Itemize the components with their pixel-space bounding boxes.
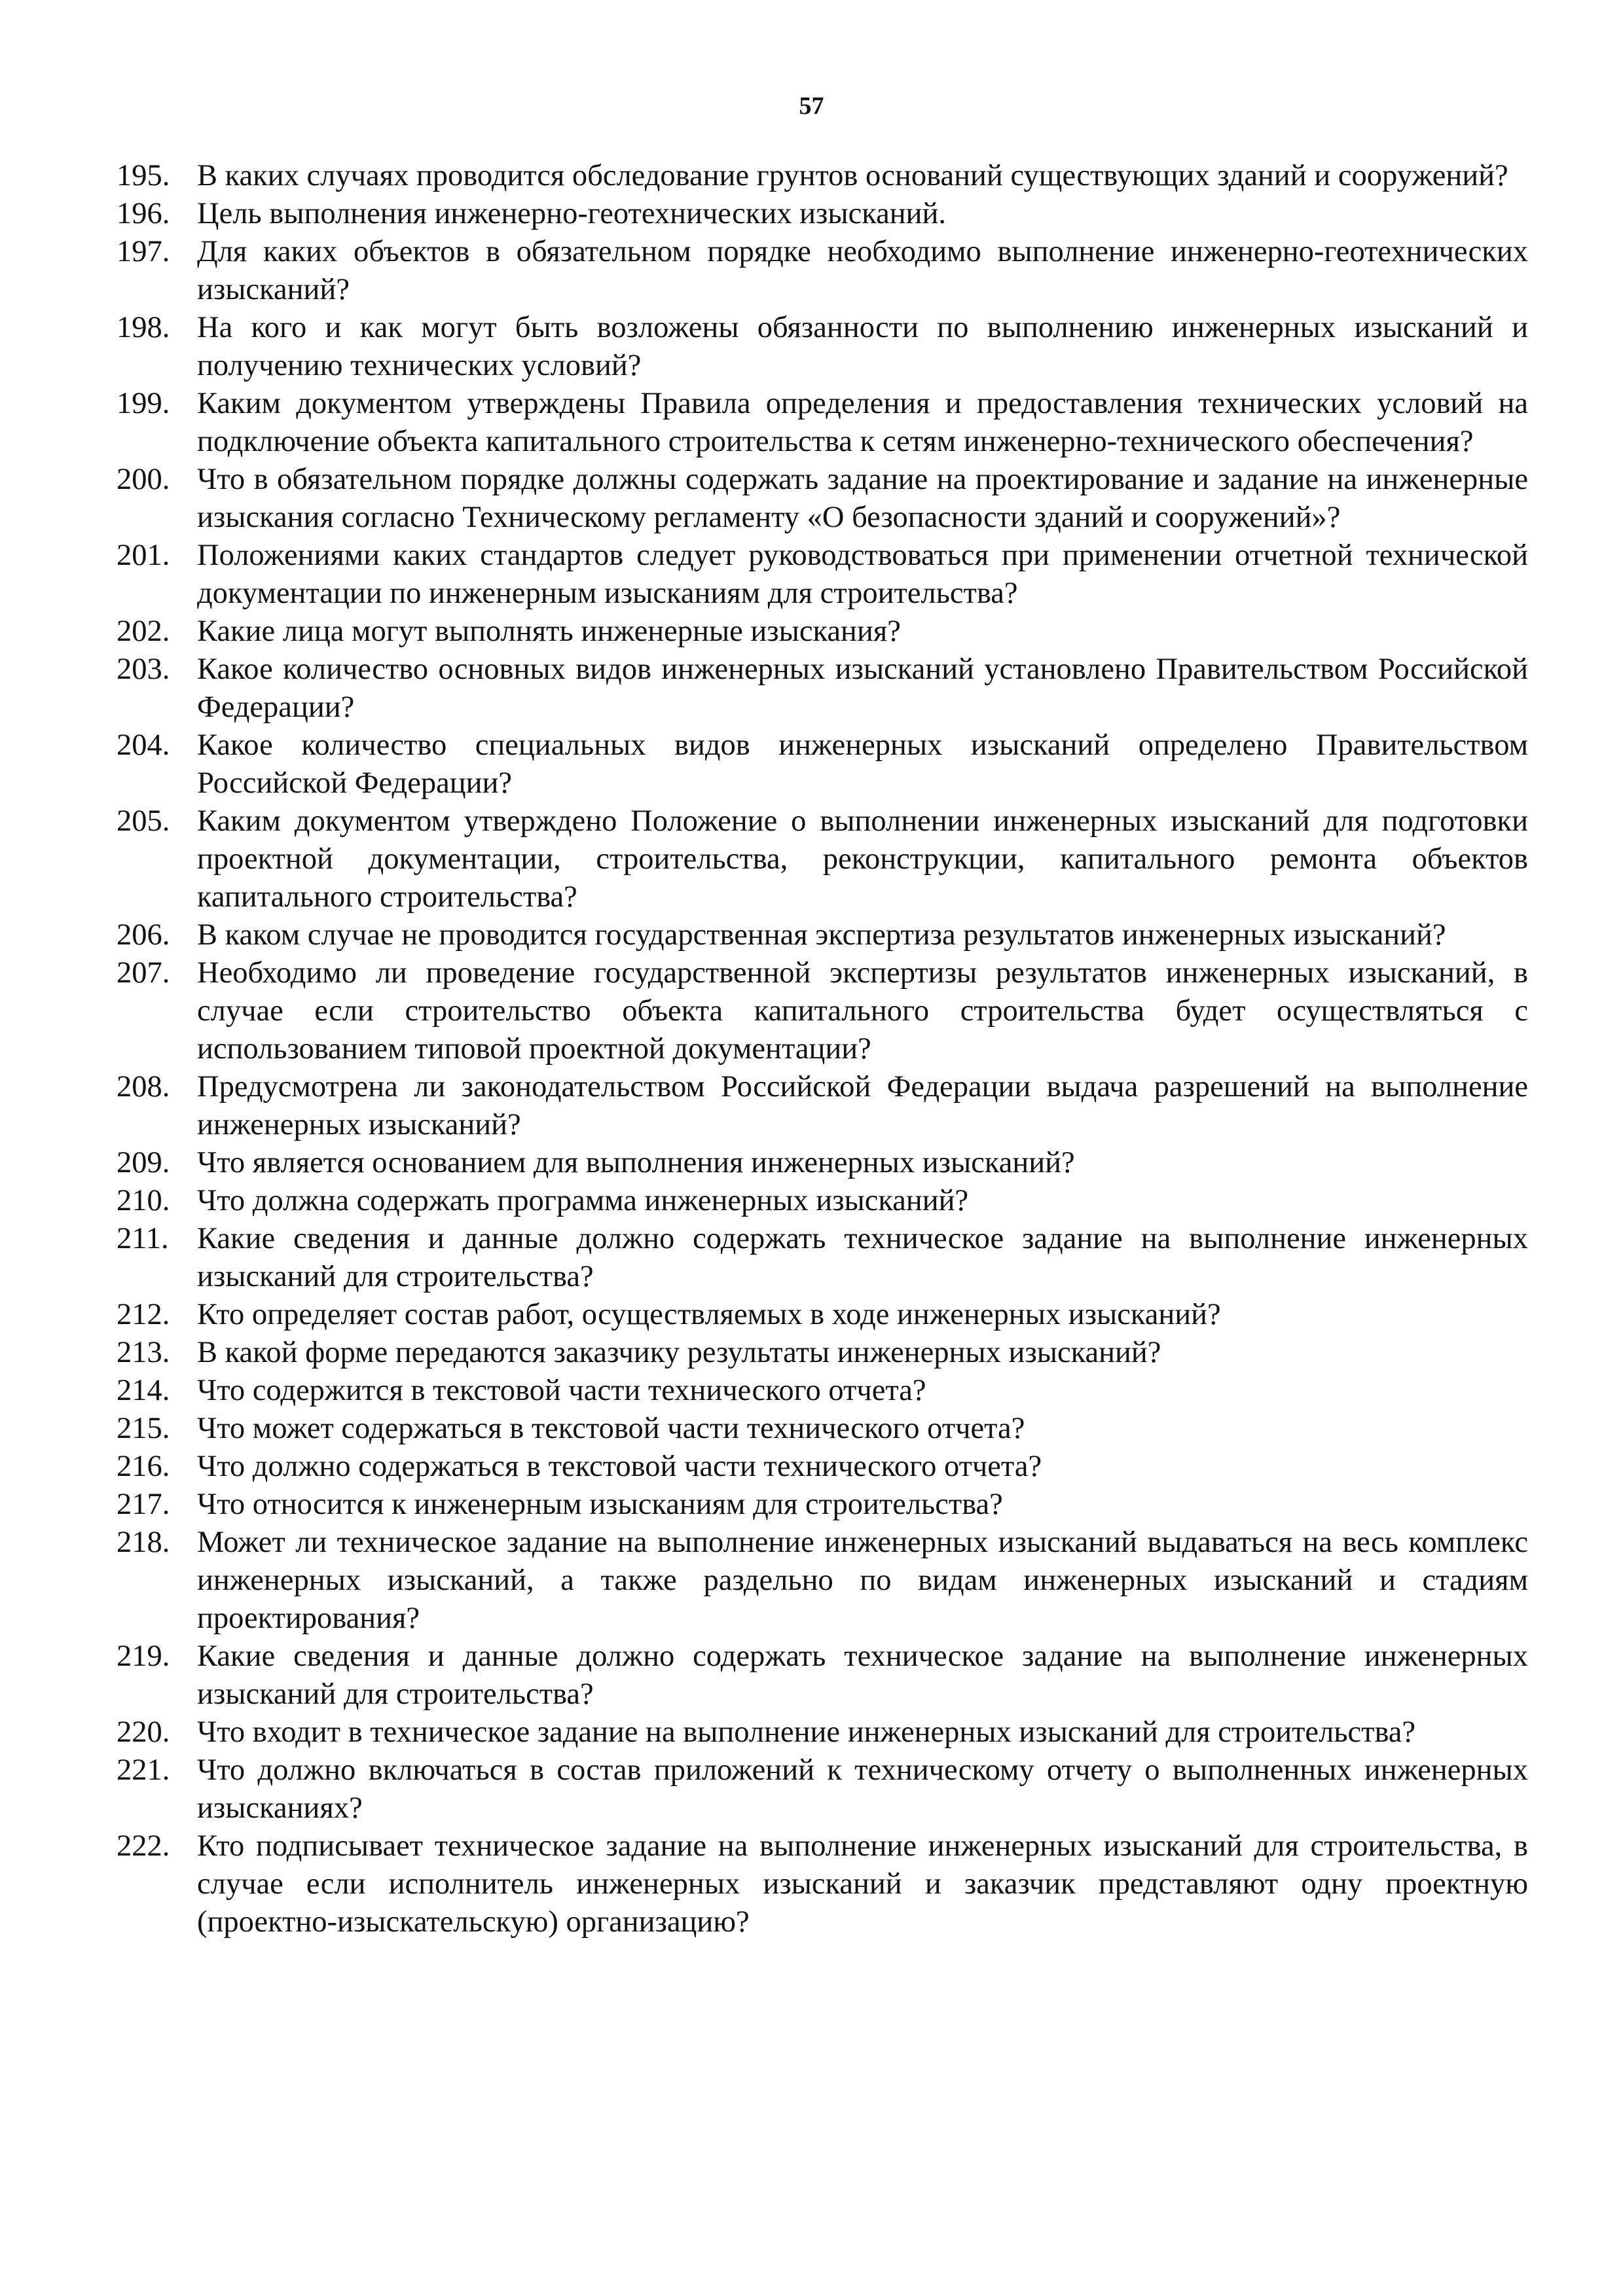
question-text: Для каких объектов в обязательном порядке необходимо выполнение инженерно-геотехнических изысканий?	[197, 235, 1528, 306]
question-number: 221.	[117, 1753, 170, 1787]
question-text: Что может содержаться в текстовой части технического отчета?	[197, 1412, 1025, 1445]
question-text: Что должно включаться в состав приложений к техническому отчету о выполненных инженерных изысканиях?	[197, 1753, 1528, 1825]
question-number: 208.	[117, 1070, 170, 1103]
question-number: 202.	[117, 615, 170, 648]
question-text: Каким документом утверждены Правила определения и предоставления технических условий на подключение объекта капитального строительства к сетям инженерно-технического обеспечения?	[197, 387, 1528, 458]
question-number: 209.	[117, 1146, 170, 1179]
question-item	[117, 916, 1528, 954]
question-number: 211.	[117, 1222, 169, 1255]
question-text: Какие лица могут выполнять инженерные изыскания?	[197, 615, 901, 648]
question-text: Какие сведения и данные должно содержать техническое задание на выполнение инженерных изысканий для строительства?	[197, 1222, 1528, 1293]
question-number: 215.	[117, 1412, 170, 1445]
question-number: 201.	[117, 539, 170, 572]
page-number: 57	[799, 92, 824, 120]
question-text: На кого и как могут быть возложены обязанности по выполнению инженерных изысканий и получению технических условий?	[197, 311, 1528, 382]
question-number: 213.	[117, 1336, 170, 1369]
question-number: 197.	[117, 235, 170, 268]
question-text: Какие сведения и данные должно содержать техническое задание на выполнение инженерных изысканий для строительства?	[197, 1640, 1528, 1711]
question-number: 207.	[117, 956, 170, 990]
question-number: 210.	[117, 1184, 170, 1217]
question-text: Может ли техническое задание на выполнение инженерных изысканий выдаваться на весь комплекс инженерных изысканий, а также раздельно по видам инженерных изысканий и стадиям проектирования?	[197, 1526, 1528, 1635]
question-list	[117, 157, 1528, 1941]
question-item	[117, 1334, 1528, 1372]
question-item	[117, 1638, 1528, 1713]
question-text: Что в обязательном порядке должны содержать задание на проектирование и задание на инженерные изыскания согласно Техническому регламенту «О безопасности зданий и сооружений»?	[197, 463, 1528, 534]
question-item	[117, 802, 1528, 916]
question-item	[117, 1372, 1528, 1410]
question-item	[117, 1486, 1528, 1524]
question-number: 198.	[117, 311, 170, 344]
question-text: Кто подписывает техническое задание на выполнение инженерных изысканий для строительства, в случае если исполнитель инженерных изысканий и заказчик представляют одну проектную (проектно-изыскательскую) организацию?	[197, 1829, 1528, 1939]
question-text: В какой форме передаются заказчику результаты инженерных изысканий?	[197, 1336, 1161, 1369]
question-text: В каком случае не проводится государственная экспертиза результатов инженерных изысканий?	[197, 918, 1446, 952]
question-item	[117, 537, 1528, 613]
question-text: Что должно содержаться в текстовой части технического отчета?	[197, 1450, 1042, 1483]
question-item	[117, 1751, 1528, 1827]
question-text: Необходимо ли проведение государственной экспертизы результатов инженерных изысканий, в случае если строительство объекта капитального строительства будет осуществляться с использованием типовой проектной документации?	[197, 956, 1528, 1066]
question-item	[117, 1182, 1528, 1220]
question-number: 204.	[117, 728, 170, 762]
question-number: 196.	[117, 197, 170, 230]
question-item	[117, 1448, 1528, 1486]
question-item	[117, 385, 1528, 461]
question-item	[117, 613, 1528, 651]
question-number: 218.	[117, 1526, 170, 1559]
question-item	[117, 1068, 1528, 1144]
question-text: Каким документом утверждено Положение о выполнении инженерных изысканий для подготовки проектной документации, строительства, реконструкции, капитального ремонта объектов капитального строительства?	[197, 804, 1528, 914]
question-item	[117, 1524, 1528, 1638]
question-item	[117, 1296, 1528, 1334]
question-text: Какое количество основных видов инженерных изысканий установлено Правительством Российской Федерации?	[197, 653, 1528, 724]
question-item	[117, 1220, 1528, 1296]
question-text: Какое количество специальных видов инженерных изысканий определено Правительством Российской Федерации?	[197, 728, 1528, 800]
question-text: Положениями каких стандартов следует руководствоваться при применении отчетной технической документации по инженерным изысканиям для строительства?	[197, 539, 1528, 610]
question-number: 219.	[117, 1640, 170, 1673]
question-text: Предусмотрена ли законодательством Российской Федерации выдача разрешений на выполнение инженерных изысканий?	[197, 1070, 1528, 1141]
question-item	[117, 157, 1528, 195]
question-text: В каких случаях проводится обследование грунтов оснований существующих зданий и сооружений?	[197, 159, 1508, 192]
question-number: 203.	[117, 653, 170, 686]
question-number: 217.	[117, 1488, 170, 1521]
question-number: 205.	[117, 804, 170, 838]
question-item	[117, 1410, 1528, 1448]
question-item	[117, 1144, 1528, 1182]
question-text: Что относится к инженерным изысканиям для строительства?	[197, 1488, 1003, 1521]
question-number: 195.	[117, 159, 170, 192]
question-item	[117, 1827, 1528, 1941]
question-number: 220.	[117, 1715, 170, 1749]
question-number: 206.	[117, 918, 170, 952]
question-item	[117, 651, 1528, 726]
question-text: Что является основанием для выполнения инженерных изысканий?	[197, 1146, 1075, 1179]
question-item	[117, 233, 1528, 309]
question-text: Кто определяет состав работ, осуществляемых в ходе инженерных изысканий?	[197, 1298, 1221, 1331]
question-number: 216.	[117, 1450, 170, 1483]
question-item	[117, 461, 1528, 537]
question-text: Что содержится в текстовой части технического отчета?	[197, 1374, 926, 1407]
question-number: 200.	[117, 463, 170, 496]
question-text: Цель выполнения инженерно-геотехнических изысканий.	[197, 197, 947, 230]
question-number: 222.	[117, 1829, 170, 1863]
question-item	[117, 309, 1528, 385]
question-item	[117, 195, 1528, 233]
question-number: 199.	[117, 387, 170, 420]
question-number: 212.	[117, 1298, 170, 1331]
question-item	[117, 726, 1528, 802]
question-item	[117, 1713, 1528, 1751]
question-item	[117, 954, 1528, 1068]
question-text: Что должна содержать программа инженерных изысканий?	[197, 1184, 969, 1217]
question-text: Что входит в техническое задание на выполнение инженерных изысканий для строительства?	[197, 1715, 1416, 1749]
question-number: 214.	[117, 1374, 170, 1407]
